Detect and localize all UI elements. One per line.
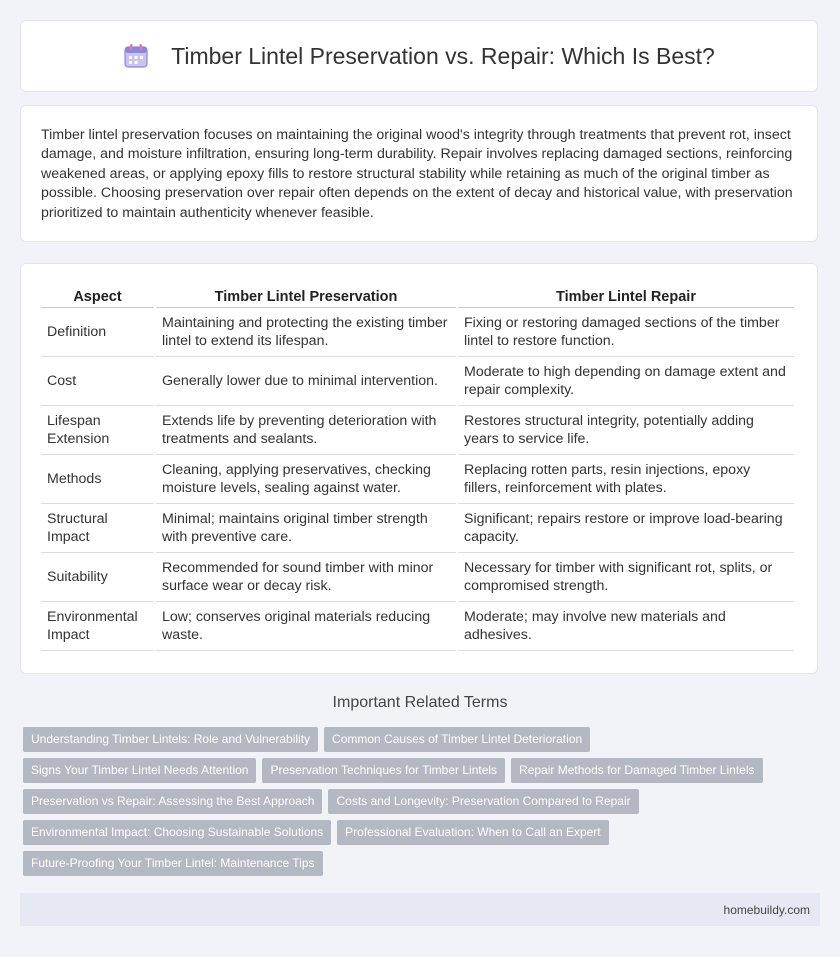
table-row [41,357,794,406]
row-preservation: Cleaning, applying preservatives, checking moisture levels, sealing against water. [156,455,456,504]
related-term-tag[interactable]: Preservation vs Repair: Assessing the Best Approach [23,789,322,814]
row-preservation: Maintaining and protecting the existing timber lintel to extend its lifespan. [156,308,456,357]
row-preservation: Recommended for sound timber with minor surface wear or decay risk. [156,553,456,602]
row-repair: Replacing rotten parts, resin injections, epoxy fillers, reinforcement with plates. [458,455,794,504]
related-term-tag[interactable]: Preservation Techniques for Timber Lintels [262,758,505,783]
table-row [41,455,794,504]
page-header [20,20,818,92]
row-aspect: Lifespan Extension [41,406,154,455]
related-term-tag[interactable]: Future-Proofing Your Timber Lintel: Maintenance Tips [23,851,323,876]
row-repair: Restores structural integrity, potentially adding years to service life. [458,406,794,455]
row-preservation: Extends life by preventing deterioration with treatments and sealants. [156,406,456,455]
table-row [41,406,794,455]
intro-text: Timber lintel preservation focuses on maintaining the original wood's integrity through treatments that prevent rot, insect damage, and moisture infiltration, ensuring long-term durability. Repair involves replacing damaged sections, reinforcing weakened areas, or applying epoxy fills to restore structural stability while retaining as much of the original timber as possible. Choosing preservation over repair often depends on the extent of decay and historical value, with preservation prioritized to maintain authenticity whenever feasible. [41,127,793,221]
comparison-card [20,263,818,674]
row-repair: Necessary for timber with significant rot, splits, or compromised strength. [458,553,794,602]
row-preservation: Low; conserves original materials reducing waste. [156,602,456,651]
row-repair: Significant; repairs restore or improve load-bearing capacity. [458,504,794,553]
intro-card [20,105,818,242]
table-row [41,602,794,651]
related-term-tag[interactable]: Costs and Longevity: Preservation Compared to Repair [328,789,638,814]
related-terms-list [23,727,813,876]
related-terms-title: Important Related Terms [332,694,508,711]
row-aspect: Cost [41,357,154,406]
row-aspect: Environmental Impact [41,602,154,651]
footer-site-link[interactable]: homebuildy.com [723,903,810,917]
column-header-preservation: Timber Lintel Preservation [156,284,456,308]
page-title: Timber Lintel Preservation vs. Repair: Which Is Best? [171,42,715,69]
row-aspect: Methods [41,455,154,504]
row-preservation: Minimal; maintains original timber strength with preventive care. [156,504,456,553]
table-row [41,504,794,553]
row-repair: Moderate; may involve new materials and adhesives. [458,602,794,651]
related-term-tag[interactable]: Environmental Impact: Choosing Sustainable Solutions [23,820,331,845]
row-aspect: Structural Impact [41,504,154,553]
calendar-icon [123,43,149,69]
column-header-repair: Timber Lintel Repair [458,284,794,308]
footer [20,893,820,926]
related-term-tag[interactable]: Common Causes of Timber Lintel Deterioration [324,727,590,752]
row-repair: Moderate to high depending on damage extent and repair complexity. [458,357,794,406]
table-header-row [41,284,794,308]
row-repair: Fixing or restoring damaged sections of the timber lintel to restore function. [458,308,794,357]
comparison-table [39,284,796,651]
table-row [41,308,794,357]
row-aspect: Definition [41,308,154,357]
table-row [41,553,794,602]
column-header-aspect: Aspect [41,284,154,308]
related-term-tag[interactable]: Signs Your Timber Lintel Needs Attention [23,758,256,783]
row-aspect: Suitability [41,553,154,602]
row-preservation: Generally lower due to minimal intervention. [156,357,456,406]
related-term-tag[interactable]: Understanding Timber Lintels: Role and Vulnerability [23,727,318,752]
related-term-tag[interactable]: Professional Evaluation: When to Call an Expert [337,820,608,845]
related-term-tag[interactable]: Repair Methods for Damaged Timber Lintels [511,758,762,783]
